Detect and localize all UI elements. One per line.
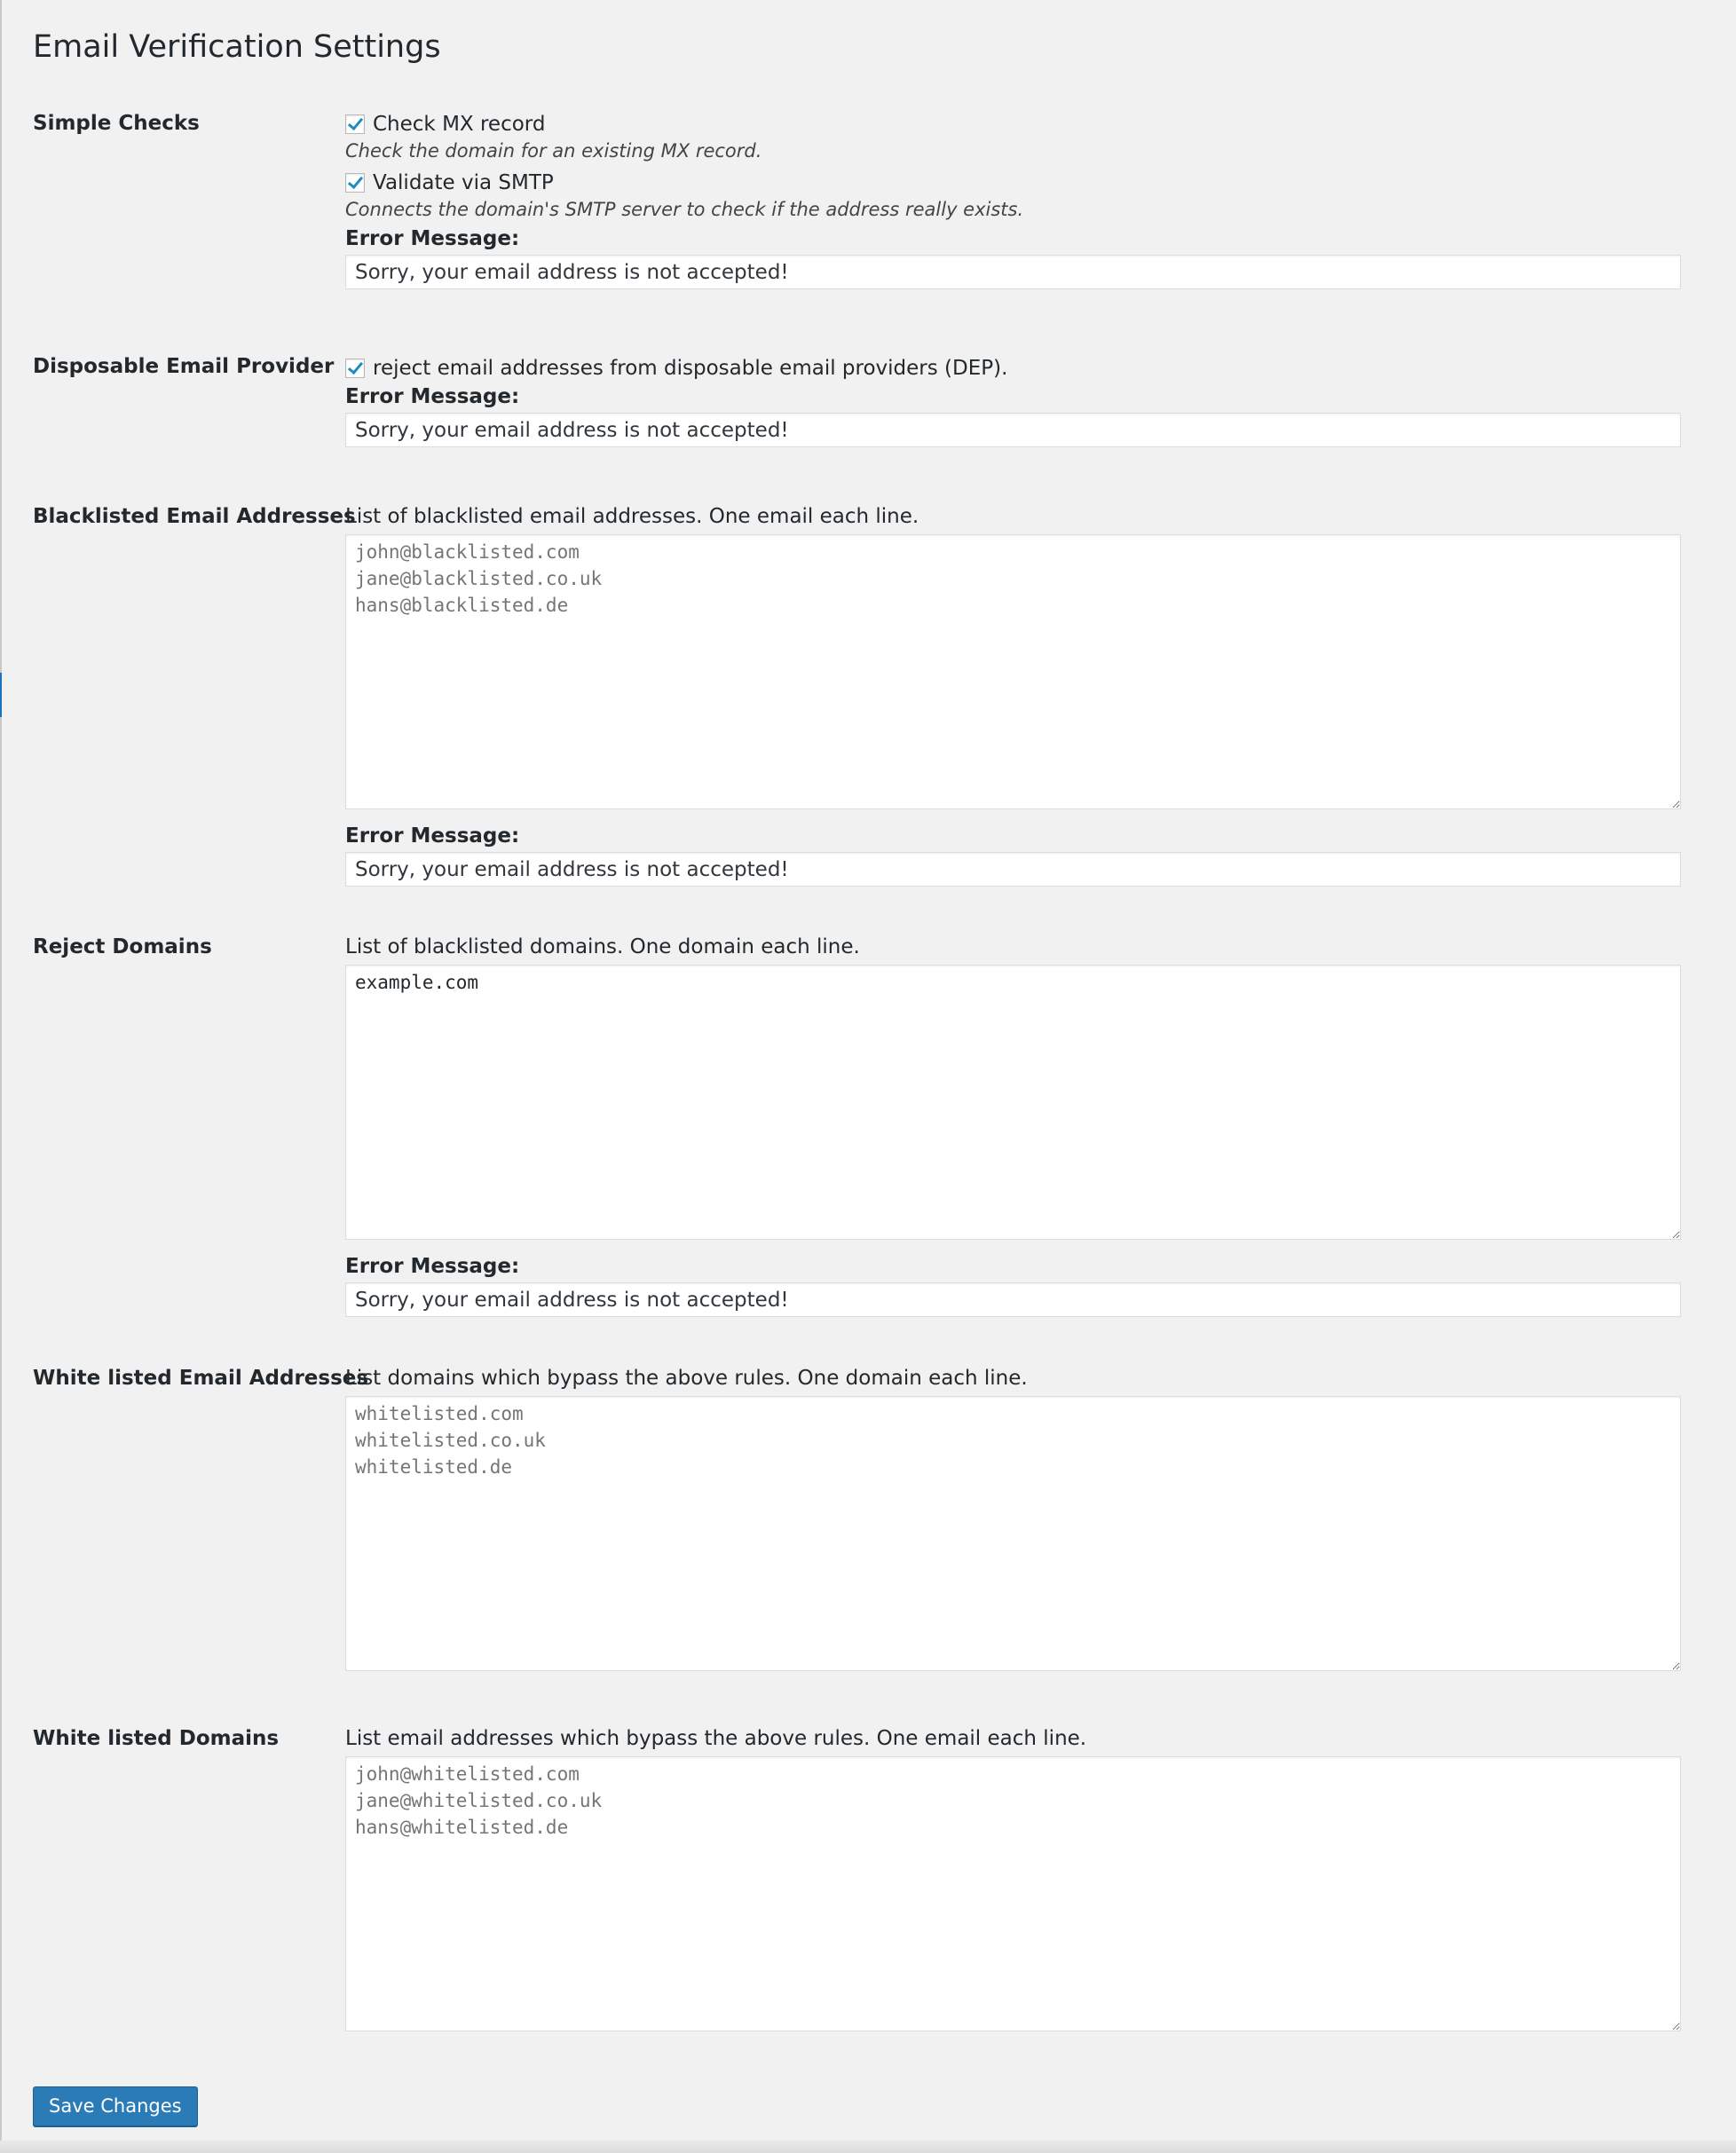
whitelisted-emails-help: List domains which bypass the above rules. One domain each line. (345, 1367, 1028, 1390)
check-mx-description: Check the domain for an existing MX record. (345, 140, 762, 162)
simple-checks-error-label: Error Message: (345, 227, 520, 250)
validate-smtp-description: Connects the domain's SMTP server to check if the address really exists. (345, 199, 1024, 220)
whitelisted-emails-field (345, 1364, 1681, 1671)
whitelisted-domains-label: White listed Domains (33, 1727, 280, 1750)
disposable-error-label: Error Message: (345, 385, 520, 408)
simple-checks-error-input[interactable] (345, 255, 1681, 289)
simple-checks-field (345, 108, 1681, 289)
blacklisted-emails-textarea[interactable] (345, 534, 1681, 809)
whitelisted-emails-label: White listed Email Addresses (33, 1367, 369, 1390)
check-mx-checkbox[interactable] (345, 114, 365, 134)
admin-sidebar-accent (0, 673, 2, 717)
reject-domains-error-label: Error Message: (345, 1255, 520, 1278)
save-changes-button[interactable]: Save Changes (33, 2086, 198, 2126)
simple-checks-label: Simple Checks (33, 112, 200, 135)
check-mx-option[interactable] (345, 108, 1681, 140)
blacklisted-emails-label: Blacklisted Email Addresses (33, 505, 356, 528)
disposable-email-field (345, 352, 1681, 447)
blacklisted-emails-error-label: Error Message: (345, 824, 520, 848)
reject-domains-field (345, 933, 1681, 1317)
validate-smtp-label: Validate via SMTP (373, 171, 554, 194)
admin-sidebar-edge (0, 0, 2, 2153)
page-title: Email Verification Settings (33, 29, 441, 65)
disposable-error-input[interactable] (345, 413, 1681, 447)
blacklisted-emails-field (345, 502, 1681, 887)
disposable-email-label: Disposable Email Provider (33, 355, 335, 378)
whitelisted-emails-textarea[interactable] (345, 1396, 1681, 1671)
check-mx-label: Check MX record (373, 113, 546, 136)
validate-smtp-option[interactable] (345, 167, 1681, 199)
whitelisted-domains-textarea[interactable] (345, 1756, 1681, 2031)
reject-domains-error-input[interactable] (345, 1282, 1681, 1317)
bottom-shadow (0, 2141, 1736, 2153)
reject-domains-help: List of blacklisted domains. One domain each line. (345, 935, 860, 958)
reject-dep-label: reject email addresses from disposable email providers (DEP). (373, 357, 1008, 380)
reject-dep-option[interactable] (345, 352, 1681, 384)
whitelisted-domains-help: List email addresses which bypass the above rules. One email each line. (345, 1727, 1087, 1750)
blacklisted-emails-help: List of blacklisted email addresses. One email each line. (345, 505, 919, 528)
blacklisted-emails-error-input[interactable] (345, 852, 1681, 887)
reject-domains-label: Reject Domains (33, 935, 212, 958)
validate-smtp-checkbox[interactable] (345, 173, 365, 193)
reject-domains-textarea[interactable] (345, 965, 1681, 1240)
reject-dep-checkbox[interactable] (345, 359, 365, 378)
whitelisted-domains-field (345, 1724, 1681, 2031)
